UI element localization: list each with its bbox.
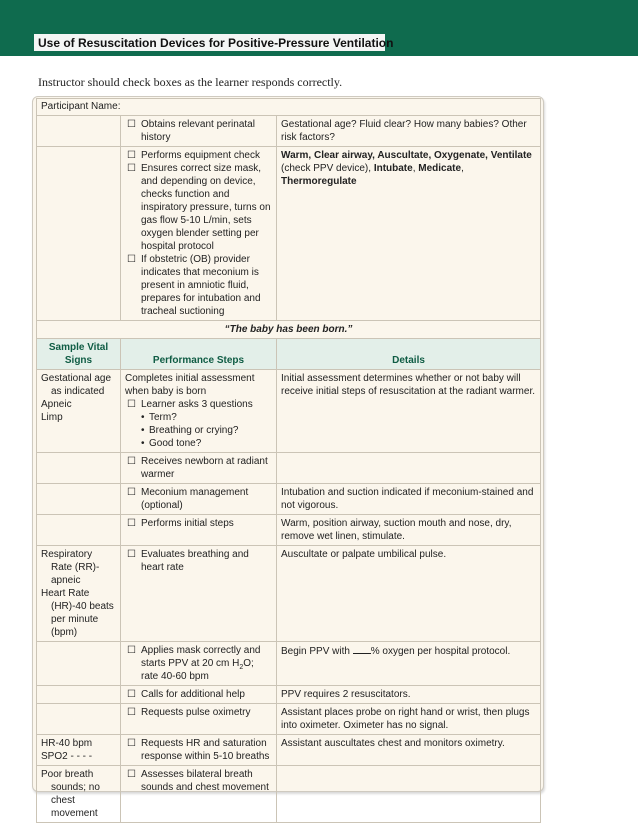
steps-cell (121, 686, 277, 704)
steps-cell (121, 453, 277, 484)
details-text: , (412, 163, 419, 174)
vital-sign: Respiratory Rate (RR)-apneic (41, 549, 100, 586)
checkbox[interactable]: ☐ (127, 769, 136, 780)
participant-row (37, 99, 541, 116)
checkbox[interactable]: ☐ (127, 738, 136, 749)
vital-sign: Poor breath sounds; no chest movement (41, 769, 100, 819)
details-cell: Initial assessment determines whether or not baby will receive initial steps of resuscitation at the radiant warmer. (277, 370, 541, 453)
checklist-item (125, 706, 272, 719)
participant-name-field[interactable]: Participant Name: (37, 99, 541, 116)
vital-sign: HR-40 bpm (41, 738, 93, 749)
bullet: • (141, 438, 145, 449)
step-label: Requests pulse oximetry (141, 707, 251, 718)
step-label: Performs equipment check (141, 150, 260, 161)
checkbox[interactable]: ☐ (127, 119, 136, 130)
details-cell (277, 453, 541, 484)
steps-cell (121, 546, 277, 642)
checkbox[interactable]: ☐ (127, 487, 136, 498)
bullet: • (141, 412, 145, 423)
question-item (125, 411, 272, 424)
vital-sign: Limp (41, 412, 63, 423)
vitals-cell (37, 370, 121, 453)
checkbox[interactable]: ☐ (127, 150, 136, 161)
vitals-cell (37, 766, 121, 823)
bullet: • (141, 425, 145, 436)
checkbox[interactable]: ☐ (127, 399, 136, 410)
table-row (37, 546, 541, 642)
checkbox[interactable]: ☐ (127, 163, 136, 174)
step-label: Applies mask correctly and starts PPV at 20 cm $H_2O$; rate 40-60 bpm (141, 645, 261, 682)
step-label: Ensures correct size mask, and depending on device, checks function and inspiratory pressure, turns on gas flow 5-10 L/min, sets oxygen blender setting per hospital protocol (141, 163, 271, 252)
vitals-cell (37, 484, 121, 515)
question-label: Good tone? (149, 438, 202, 449)
details-cell: Assistant auscultates chest and monitors oximetry. (277, 735, 541, 766)
vitals-cell (37, 147, 121, 321)
column-header-vitals: Sample Vital Signs (37, 339, 121, 370)
checklist-item (125, 688, 272, 701)
table-row (37, 515, 541, 546)
details-cell: Intubation and suction indicated if meconium-stained and not vigorous. (277, 484, 541, 515)
question-label: Breathing or crying? (149, 425, 239, 436)
table-row (37, 735, 541, 766)
step-label: Calls for additional help (141, 689, 245, 700)
step-label: Assesses bilateral breath sounds and chest movement (141, 769, 269, 793)
step-intro: Completes initial assessment when baby is born (125, 373, 255, 397)
checkbox[interactable]: ☐ (127, 456, 136, 467)
checkbox[interactable]: ☐ (127, 707, 136, 718)
steps-cell (121, 116, 277, 147)
details-bold: Intubate (373, 163, 413, 174)
step-label: Obtains relevant perinatal history (141, 119, 255, 143)
steps-cell (121, 766, 277, 823)
checklist-item (125, 768, 272, 794)
column-header-steps: Performance Steps (121, 339, 277, 370)
details-cell (277, 766, 541, 823)
steps-cell (121, 515, 277, 546)
vitals-cell (37, 704, 121, 735)
vitals-cell (37, 642, 121, 686)
checklist-item (125, 644, 272, 683)
vitals-cell (37, 116, 121, 147)
vital-sign: SPO2 - - - - (41, 751, 93, 762)
table-row (37, 116, 541, 147)
checklist-item (125, 162, 272, 253)
table-row (37, 370, 541, 453)
checkbox[interactable]: ☐ (127, 689, 136, 700)
instructions: Instructor should check boxes as the learner responds correctly. (38, 75, 343, 89)
steps-cell (121, 704, 277, 735)
steps-cell (121, 642, 277, 686)
table-row (37, 766, 541, 823)
steps-cell (121, 735, 277, 766)
vitals-cell (37, 735, 121, 766)
checklist-item (125, 737, 272, 763)
checkbox[interactable]: ☐ (127, 645, 136, 656)
details-bold: Warm, Clear airway, Auscultate, Oxygenate, Ventilate (281, 150, 532, 161)
step-label: If obstetric (OB) provider indicates that meconium is present in amniotic fluid, prepares for intubation and tracheal suctioning (141, 254, 261, 317)
column-header-row (37, 339, 541, 370)
column-header-details: Details (277, 339, 541, 370)
checklist-item (125, 253, 272, 318)
details-cell (277, 147, 541, 321)
header-rule (0, 52, 638, 56)
table-row (37, 704, 541, 735)
checklist-item (125, 398, 272, 411)
details-text: (check PPV device), (281, 163, 374, 174)
steps-cell (121, 484, 277, 515)
details-cell: Warm, position airway, suction mouth and nose, dry, remove wet linen, stimulate. (277, 515, 541, 546)
step-label: Learner asks 3 questions (141, 399, 253, 410)
question-label: Term? (149, 412, 177, 423)
vital-sign: Heart Rate (HR)-40 beats per minute (bpm) (41, 588, 114, 638)
question-item (125, 437, 272, 450)
details-cell: Begin PPV with % oxygen per hospital protocol. (277, 642, 541, 686)
steps-cell (121, 147, 277, 321)
checklist-table (36, 98, 541, 823)
born-banner-row (37, 321, 541, 339)
checklist-item (125, 486, 272, 512)
table-row (37, 453, 541, 484)
checklist-item (125, 118, 272, 144)
table-row (37, 147, 541, 321)
oxygen-blank[interactable] (353, 644, 371, 654)
table-row (37, 686, 541, 704)
details-cell: PPV requires 2 resuscitators. (277, 686, 541, 704)
step-label: Receives newborn at radiant warmer (141, 456, 268, 480)
vital-sign: Gestational age as indicated (41, 373, 112, 397)
step-label: Performs initial steps (141, 518, 234, 529)
vital-sign: Apneic (41, 399, 72, 410)
checklist-item (125, 517, 272, 530)
details-cell: Assistant places probe on right hand or wrist, then plugs into oximeter. Oximeter has no signal. (277, 704, 541, 735)
vitals-cell (37, 515, 121, 546)
step-label: Evaluates breathing and heart rate (141, 549, 249, 573)
checklist-item (125, 455, 272, 481)
vitals-cell (37, 546, 121, 642)
step-label: Requests HR and saturation response within 5-10 breaths (141, 738, 270, 762)
checkbox[interactable]: ☐ (127, 254, 136, 265)
born-banner: “The baby has been born.” (37, 321, 541, 339)
page-title: Use of Resuscitation Devices for Positive-Pressure Ventilation (38, 36, 394, 50)
details-text: , (461, 163, 464, 174)
table-row (37, 642, 541, 686)
step-label: Meconium management (optional) (141, 487, 249, 511)
steps-cell (121, 370, 277, 453)
table-row (37, 484, 541, 515)
details-cell: Auscultate or palpate umbilical pulse. (277, 546, 541, 642)
title-box (33, 33, 394, 52)
details-cell: Gestational age? Fluid clear? How many babies? Other risk factors? (277, 116, 541, 147)
checkbox[interactable]: ☐ (127, 549, 136, 560)
vitals-cell (37, 686, 121, 704)
checklist-item (125, 149, 272, 162)
details-bold: Medicate (418, 163, 462, 174)
checkbox[interactable]: ☐ (127, 518, 136, 529)
question-item (125, 424, 272, 437)
checklist-item (125, 548, 272, 574)
details-bold: Thermoregulate (281, 176, 357, 187)
vitals-cell (37, 453, 121, 484)
